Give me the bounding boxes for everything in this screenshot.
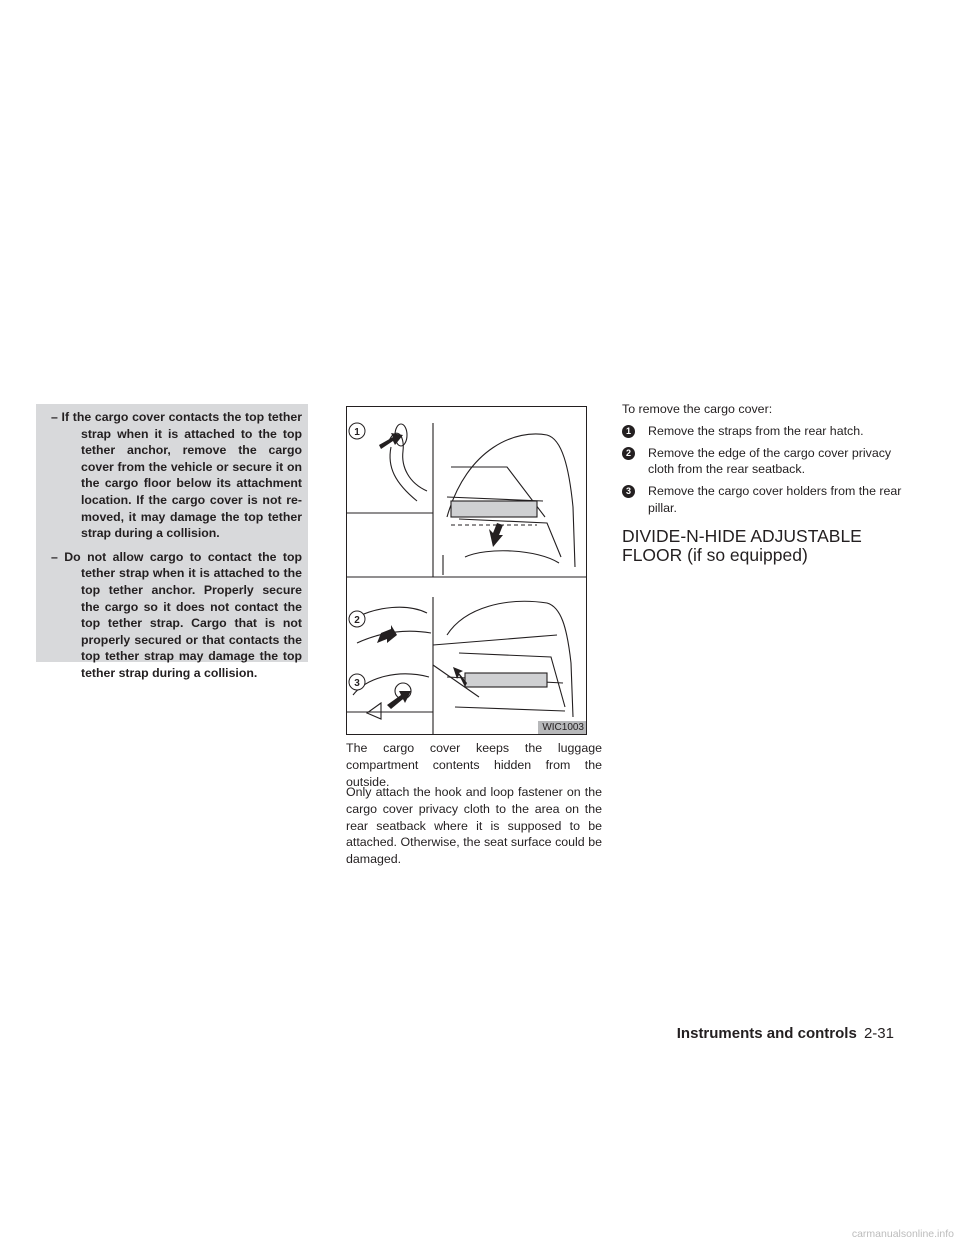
step-number-badge: 3 <box>622 485 635 498</box>
removal-step <box>622 423 902 440</box>
callout-2-label: 2 <box>354 615 360 626</box>
removal-step <box>622 483 902 517</box>
footer-section-title: Instruments and controls <box>676 1025 857 1042</box>
step-number-badge: 1 <box>622 425 635 438</box>
watermark: carmanualsonline.info <box>851 1228 954 1240</box>
page-footer <box>677 1025 894 1043</box>
cargo-cover-illustration <box>346 406 587 735</box>
removal-step <box>622 445 902 479</box>
step-text: Remove the edge of the cargo cover privacy cloth from the rear seatback. <box>648 445 892 477</box>
warning-item-cargo-contact: – Do not allow cargo to contact the top tether strap when it is attached to the top tether anchor. Properly secure the cargo so it does not contact the top tether strap. Cargo that is not properly secured or that contacts the top tether strap may damage the top tether strap during a collision. <box>51 549 302 680</box>
removal-section <box>622 401 902 565</box>
step-text: Remove the cargo cover holders from the rear pillar. <box>648 484 902 515</box>
warning-item-cargo-cover: – If the cargo cover contacts the top tether strap when it is attached to the top tether anchor, remove the cargo cover from the vehicle or secure it on the cargo floor below its attachment location. If the cargo cover is not re-moved, it may damage the top tether strap during a collision. <box>51 410 302 541</box>
page-number: 2-31 <box>863 1025 894 1042</box>
section-heading-line2: FLOOR (if so equipped) <box>622 544 808 565</box>
section-heading <box>622 527 902 565</box>
figure-code: WIC1003 <box>538 721 586 734</box>
warning-box <box>36 404 308 680</box>
fastener-caution: Only attach the hook and loop fastener on the cargo cover privacy cloth to the area on the rear seatback where it is supposed to be attached. Otherwise, the seat surface could be damaged. <box>346 785 602 867</box>
cargo-cover-description: The cargo cover keeps the luggage compartment contents hidden from the outside. <box>346 741 602 789</box>
step-text: Remove the straps from the rear hatch. <box>648 423 864 438</box>
step-number-badge: 2 <box>622 447 635 460</box>
illustration-drawing <box>347 407 586 734</box>
callout-3-label: 3 <box>354 678 360 689</box>
section-heading-line1: DIVIDE-N-HIDE ADJUSTABLE <box>622 525 862 546</box>
removal-intro: To remove the cargo cover: <box>622 402 773 416</box>
callout-1-label: 1 <box>354 427 360 438</box>
